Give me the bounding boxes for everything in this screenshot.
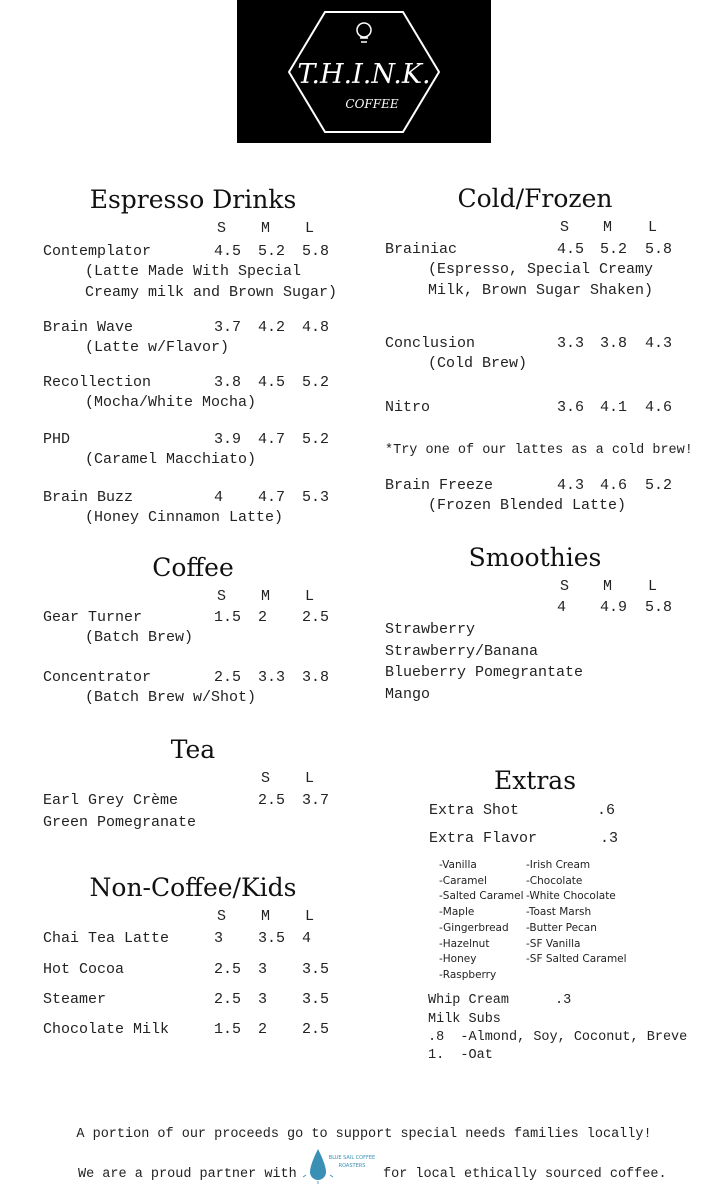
svg-text:T.H.I.N.K.: T.H.I.N.K. xyxy=(297,59,431,90)
size-label: L xyxy=(648,219,658,236)
menu-item-name: Conclusion xyxy=(385,335,476,352)
menu-item-description: Milk, Brown Sugar Shaken) xyxy=(428,282,654,299)
menu-item-name: Brain Freeze xyxy=(385,477,494,494)
flavor-option: -Gingerbread xyxy=(439,921,509,934)
menu-item-price: 3.3 xyxy=(557,335,585,352)
size-label: M xyxy=(603,219,613,236)
size-label: S xyxy=(560,219,570,236)
menu-item-price: 1.5 xyxy=(214,609,242,626)
menu-item-description: (Honey Cinnamon Latte) xyxy=(85,509,284,526)
menu-item-name: PHD xyxy=(43,431,71,448)
menu-item-description: (Mocha/White Mocha) xyxy=(85,394,257,411)
size-label: M xyxy=(261,588,271,605)
menu-item-price: 5.2 xyxy=(302,431,330,448)
menu-item-name: Chai Tea Latte xyxy=(43,930,170,947)
menu-item-price: 3 xyxy=(258,961,268,978)
menu-item-price: 2.5 xyxy=(214,669,242,686)
extra-shot-price: .6 xyxy=(597,802,616,819)
think-coffee-logo xyxy=(237,0,491,143)
menu-item-price: 3.9 xyxy=(214,431,242,448)
menu-item-price: 3.7 xyxy=(302,792,330,809)
menu-item-price: 4.6 xyxy=(645,399,673,416)
flavor-option: -Chocolate xyxy=(526,874,583,887)
menu-item-name: Brain Buzz xyxy=(43,489,134,506)
menu-item-description: (Espresso, Special Creamy xyxy=(428,261,654,278)
menu-item-price: 2 xyxy=(258,609,268,626)
flavor-option: -Honey xyxy=(439,953,477,966)
milk-sub-option: 1. -Oat xyxy=(428,1048,493,1063)
flavor-option: -Butter Pecan xyxy=(526,921,597,934)
menu-item-description: (Batch Brew w/Shot) xyxy=(85,689,257,706)
menu-item-name: Concentrator xyxy=(43,669,152,686)
flavor-option: -White Chocolate xyxy=(526,890,616,903)
smoothie-price: 4.9 xyxy=(600,599,628,616)
menu-item-price: 4.5 xyxy=(214,243,242,260)
menu-item-price: 4.8 xyxy=(302,319,330,336)
section-title-smoothies: Smoothies xyxy=(468,543,602,572)
size-label: S xyxy=(217,908,227,925)
extra-flavor-name: Extra Flavor xyxy=(429,830,538,847)
lightbulb-icon xyxy=(357,23,371,42)
menu-item-price: 2 xyxy=(258,1021,268,1038)
size-label: S xyxy=(217,588,227,605)
menu-item-price: 3 xyxy=(258,991,268,1008)
menu-item-description: (Cold Brew) xyxy=(428,355,528,372)
menu-item-price: 5.8 xyxy=(302,243,330,260)
menu-item-price: 3.6 xyxy=(557,399,585,416)
smoothie-flavor: Blueberry Pomegrantate xyxy=(385,664,584,681)
footer-partner-text-end: for local ethically sourced coffee. xyxy=(383,1167,667,1182)
section-title-cold: Cold/Frozen xyxy=(457,184,613,213)
size-label: L xyxy=(305,770,315,787)
menu-item-price: 3.5 xyxy=(302,961,330,978)
menu-item-price: 5.2 xyxy=(302,374,330,391)
menu-item-price: 4.3 xyxy=(645,335,673,352)
svg-text:COFFEE: COFFEE xyxy=(345,97,399,111)
menu-item-name: Nitro xyxy=(385,399,431,416)
menu-item-price: 2.5 xyxy=(214,961,242,978)
section-title-tea: Tea xyxy=(170,735,216,764)
menu-item-name: Recollection xyxy=(43,374,152,391)
flavor-option: -Toast Marsh xyxy=(526,906,592,919)
menu-item-name: Hot Cocoa xyxy=(43,961,125,978)
size-label: M xyxy=(261,908,271,925)
menu-item-name: Steamer xyxy=(43,991,107,1008)
menu-item-price: 3.5 xyxy=(258,930,286,947)
menu-item-price: 3.7 xyxy=(214,319,242,336)
menu-item-description: (Frozen Blended Latte) xyxy=(428,497,627,514)
footer-proceeds-text: A portion of our proceeds go to support special needs families locally! xyxy=(76,1127,652,1142)
svg-text:ROASTERS: ROASTERS xyxy=(338,1163,366,1169)
milk-sub-option: .8 -Almond, Soy, Coconut, Breve xyxy=(428,1030,688,1045)
menu-item-price: 4.2 xyxy=(258,319,286,336)
menu-item-price: 4 xyxy=(214,489,224,506)
whip-cream-price: .3 xyxy=(555,993,572,1008)
menu-item-price: 3.5 xyxy=(302,991,330,1008)
size-label: S xyxy=(261,770,271,787)
flavor-option: -SF Vanilla xyxy=(526,937,581,950)
logo-hexagon-icon xyxy=(237,0,491,143)
menu-item-price: 3.3 xyxy=(258,669,286,686)
flavor-option: -Caramel xyxy=(439,874,487,887)
menu-item-price: 3.8 xyxy=(302,669,330,686)
flavor-option: -Hazelnut xyxy=(439,937,490,950)
menu-item-price: 3.8 xyxy=(600,335,628,352)
menu-item-description: Creamy milk and Brown Sugar) xyxy=(85,284,338,301)
footer-partner-text: We are a proud partner with xyxy=(78,1167,297,1182)
size-label: S xyxy=(560,578,570,595)
menu-item-price: 4.5 xyxy=(258,374,286,391)
size-label: L xyxy=(648,578,658,595)
menu-item-name: Chocolate Milk xyxy=(43,1021,170,1038)
menu-item-price: 5.2 xyxy=(600,241,628,258)
menu-item-price: 5.8 xyxy=(645,241,673,258)
section-title-espresso: Espresso Drinks xyxy=(89,185,297,214)
extra-shot-name: Extra Shot xyxy=(429,802,520,819)
extra-flavor-price: .3 xyxy=(600,830,619,847)
menu-item-price: 4.5 xyxy=(557,241,585,258)
section-title-coffee: Coffee xyxy=(152,553,234,582)
size-label: M xyxy=(603,578,613,595)
menu-item-price: 5.3 xyxy=(302,489,330,506)
flavor-option: -Maple xyxy=(439,906,475,919)
cold-brew-note: *Try one of our lattes as a cold brew! xyxy=(385,443,693,458)
menu-item-price: 2.5 xyxy=(302,609,330,626)
menu-item-name: Gear Turner xyxy=(43,609,143,626)
flavor-option: -Raspberry xyxy=(439,968,497,981)
menu-item-name: Brain Wave xyxy=(43,319,134,336)
menu-item-price: 4.3 xyxy=(557,477,585,494)
smoothie-price: 5.8 xyxy=(645,599,673,616)
menu-item-price: 1.5 xyxy=(214,1021,242,1038)
menu-item-price: 2.5 xyxy=(214,991,242,1008)
menu-item-description: (Batch Brew) xyxy=(85,629,194,646)
menu-item-price: 4.1 xyxy=(600,399,628,416)
menu-item-price: 2.5 xyxy=(302,1021,330,1038)
blue-sail-coffee-logo xyxy=(300,1145,380,1185)
whip-cream-name: Whip Cream xyxy=(428,993,510,1008)
menu-item-name: Brainiac xyxy=(385,241,458,258)
smoothie-price: 4 xyxy=(557,599,567,616)
flavor-option: -Vanilla xyxy=(439,859,477,871)
menu-item-price: 5.2 xyxy=(645,477,673,494)
menu-item-price: 3 xyxy=(214,930,224,947)
size-label: L xyxy=(305,220,315,237)
flavor-option: -Salted Caramel xyxy=(439,890,524,903)
menu-item-description: (Latte Made With Special xyxy=(85,263,302,280)
menu-item-description: (Caramel Macchiato) xyxy=(85,451,257,468)
menu-item-price: 4.7 xyxy=(258,489,286,506)
menu-item-name: Green Pomegranate xyxy=(43,814,197,831)
milk-subs-label: Milk Subs xyxy=(428,1012,501,1027)
menu-item-price: 4 xyxy=(302,930,312,947)
section-title-kids: Non-Coffee/Kids xyxy=(89,873,297,902)
smoothie-flavor: Mango xyxy=(385,686,431,703)
flavor-option: -Irish Cream xyxy=(526,859,591,871)
menu-item-name: Contemplator xyxy=(43,243,152,260)
flavor-option: -SF Salted Caramel xyxy=(526,953,627,966)
svg-text:BLUE SAIL COFFEE: BLUE SAIL COFFEE xyxy=(328,1155,376,1161)
smoothie-flavor: Strawberry/Banana xyxy=(385,643,539,660)
size-label: M xyxy=(261,220,271,237)
menu-item-description: (Latte w/Flavor) xyxy=(85,339,230,356)
menu-item-price: 4.7 xyxy=(258,431,286,448)
menu-item-price: 4.6 xyxy=(600,477,628,494)
menu-item-name: Earl Grey Crème xyxy=(43,792,179,809)
size-label: S xyxy=(217,220,227,237)
menu-item-price: 2.5 xyxy=(258,792,286,809)
section-title-extras: Extras xyxy=(493,766,577,795)
smoothie-flavor: Strawberry xyxy=(385,621,476,638)
menu-item-price: 5.2 xyxy=(258,243,286,260)
menu-item-price: 3.8 xyxy=(214,374,242,391)
size-label: L xyxy=(305,588,315,605)
size-label: L xyxy=(305,908,315,925)
